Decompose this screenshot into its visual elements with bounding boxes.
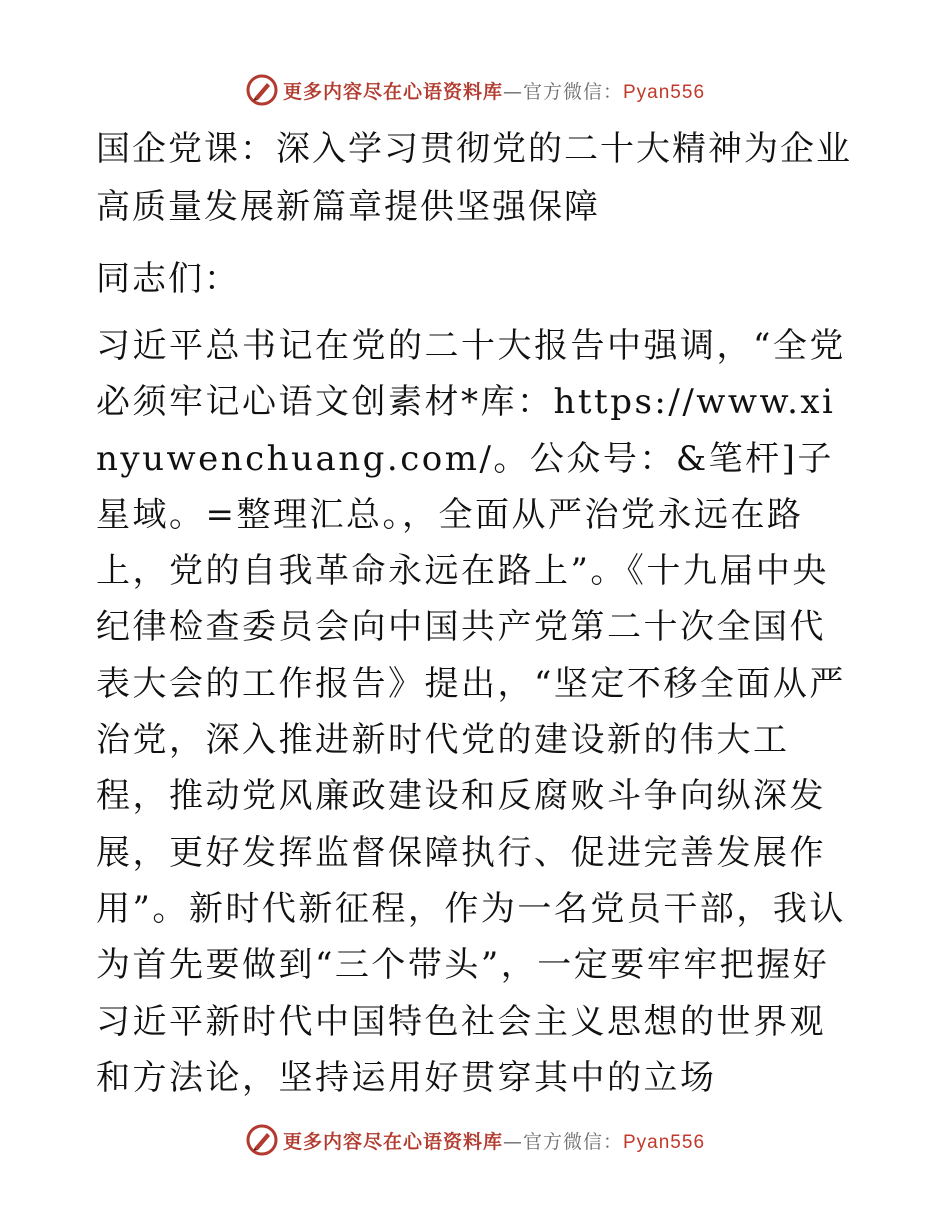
document-content [96,120,856,1106]
footer-watermark [0,1120,950,1160]
document-body-paragraph: 习近平总书记在党的二十大报告中强调，“全党必须牢记心语文创素材*库：https://www.xinyuwenchuang.com/。公众号：&笔杆]子星域。=整理汇总。，全面从严治党永远在路上，党的自我革命永远在路上”。《十九届中央纪律检查委员会向中国共产党第二十次全国代表大会的工作报告》提出，“坚定不移全面从严治党，深入推进新时代党的建设新的伟大工程，推动党风廉政建设和反腐败斗争向纵深发展，更好发挥监督保障执行、促进完善发展作用”。新时代新征程，作为一名党员干部，我认为首先要做到“三个带头”，一定要牢牢把握好习近平新时代中国特色社会主义思想的世界观和方法论，坚持运用好贯穿其中的立场 [96,326,846,1098]
watermark-wechat-id: Pyan556 [623,81,706,103]
pen-logo-icon [245,1123,279,1157]
document-title: 国企党课：深入学习贯彻党的二十大精神为企业高质量发展新篇章提供坚强保障 [96,129,852,227]
watermark-official: —官方微信： [502,1130,623,1153]
watermark-official: —官方微信： [502,80,623,103]
document-greeting: 同志们： [96,259,240,299]
pen-logo-icon [245,73,279,107]
watermark-brand: 更多内容尽在心语资料库 [282,80,503,103]
header-watermark [0,70,950,110]
watermark-wechat-id: Pyan556 [623,1131,706,1153]
watermark-brand: 更多内容尽在心语资料库 [282,1130,503,1153]
